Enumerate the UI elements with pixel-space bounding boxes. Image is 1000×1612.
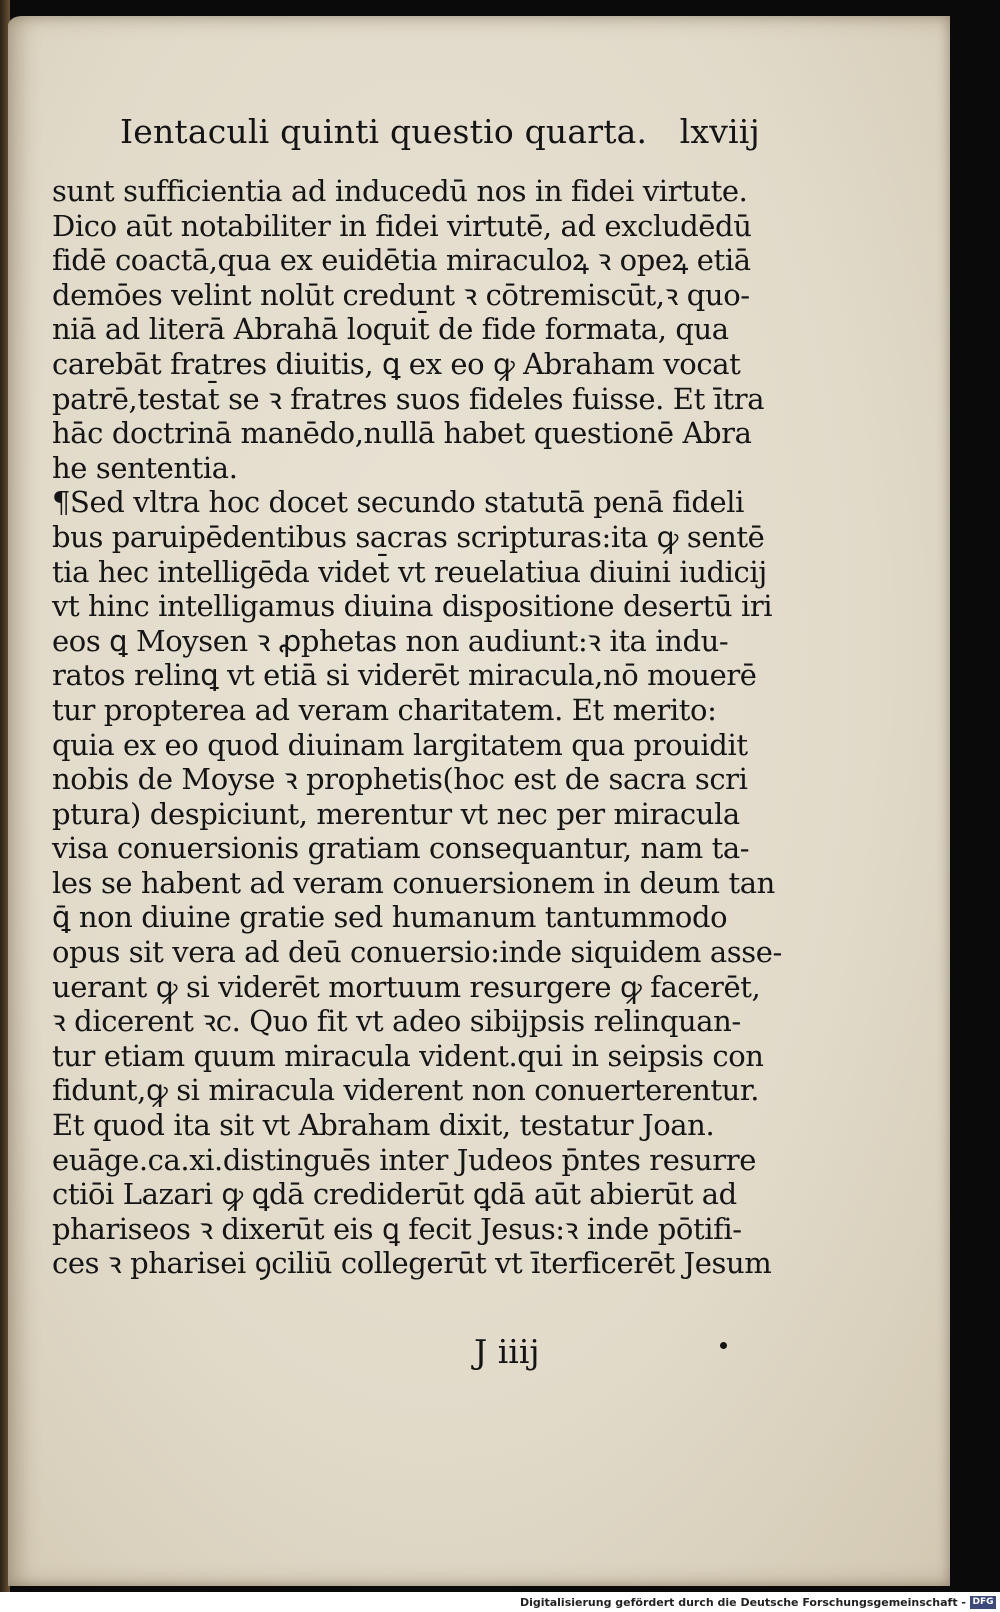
text-line: bus paruipēdentibus sacras scripturas:ita ꝙ sentē — [52, 519, 765, 554]
text-line: ¶Sed vltra hoc docet secundo statutā penā fideli — [52, 485, 745, 520]
text-line: demōes velint nolūt credunt ꝛ cōtremiscūt,ꝛ quo- — [52, 277, 750, 312]
text-line: hāc doctrinā manēdo,nullā habet questionē Abra — [52, 416, 752, 451]
running-head-title: Ientaculi quinti questio quarta. — [120, 112, 648, 151]
folio-number: lxviij — [679, 112, 760, 151]
text-line: opus sit vera ad deū conuersio:inde siquidem asse- — [52, 935, 782, 970]
text-line: Dico aūt notabiliter in fidei virtutē, ad excludēdū — [52, 208, 752, 243]
text-line: ctiōi Lazari ꝙ ꝗdā crediderūt ꝗdā aūt abierūt ad — [52, 1177, 737, 1212]
text-line: niā ad literā Abrahā loquit̄ de fide formata, qua — [52, 312, 729, 347]
text-line: patrē,testat̄ se ꝛ fratres suos fideles fuisse. Et ītra — [52, 381, 765, 416]
text-line: tur etiam quum miracula vident.qui in seipsis con — [52, 1038, 764, 1073]
text-line: euāge.ca.xi.distinguēs inter Judeos p̄ntes resurre — [52, 1142, 756, 1177]
digitization-footer — [0, 1592, 1000, 1612]
text-line: tur propterea ad veram charitatem. Et merito: — [52, 692, 717, 727]
text-line: ꝗ̄ non diuine gratie sed humanum tantummodo — [52, 900, 728, 935]
dfg-logo: DFG — [970, 1596, 996, 1609]
text-line: carebāt fratres diuitis, ꝗ ex eo ꝙ Abraham vocat — [52, 346, 741, 381]
text-line: nobis de Moyse ꝛ prophetis(hoc est de sacra scri — [52, 762, 748, 797]
text-line: visa conuersionis gratiam consequantur, nam ta- — [52, 831, 750, 866]
funding-credit: Digitalisierung gefördert durch die Deutsche Forschungsgemeinschaft - — [519, 1596, 966, 1609]
book-page — [8, 16, 950, 1586]
text-line: he sententia. — [52, 450, 238, 485]
text-line: uerant ꝙ si viderēt mortuum resurgere ꝙ facerēt, — [52, 969, 761, 1004]
text-line: les se habent ad veram conuersionem in deum tan — [52, 865, 775, 900]
running-head — [120, 112, 760, 151]
text-line: ces ꝛ pharisei ꝯciliū collegerūt vt īterficerēt Jesum — [52, 1246, 772, 1281]
text-line: tia hec intelligēda videt̄ vt reuelatiua diuini iudicij — [52, 554, 767, 589]
text-line: sunt sufficientia ad inducedū nos in fidei virtute. — [52, 174, 748, 208]
text-line: eos ꝗ Moysen ꝛ ꝓphetas non audiunt:ꝛ ita indu- — [52, 623, 729, 658]
text-line: ꝛ dicerent ꝛc. Quo fit vt adeo sibijpsis relinquan- — [52, 1004, 741, 1039]
signature-mark: J iiij — [474, 1332, 540, 1371]
text-line: ratos relinꝗ vt etiā si viderēt miracula,nō mouerē — [52, 658, 757, 693]
text-line: quia ex eo quod diuinam largitatem qua prouidit — [52, 727, 748, 762]
text-line: fidunt,ꝙ si miracula viderent non conuerterentur. — [52, 1073, 760, 1108]
text-line: vt hinc intelligamus diuina dispositione desertū iri — [52, 589, 773, 624]
text-line: Et quod ita sit vt Abraham dixit, testatur Joan. — [52, 1108, 715, 1143]
text-line: phariseos ꝛ dixerūt eis ꝗ fecit Jesus:ꝛ inde pōtifi- — [52, 1211, 742, 1246]
body-text — [52, 174, 782, 1281]
text-line: ptura) despiciunt, merentur vt nec per miracula — [52, 796, 740, 831]
ink-dot — [720, 1342, 727, 1349]
text-line: fidē coactā,qua ex euidētia miraculoꝝ ꝛ opeꝝ etiā — [52, 243, 751, 278]
